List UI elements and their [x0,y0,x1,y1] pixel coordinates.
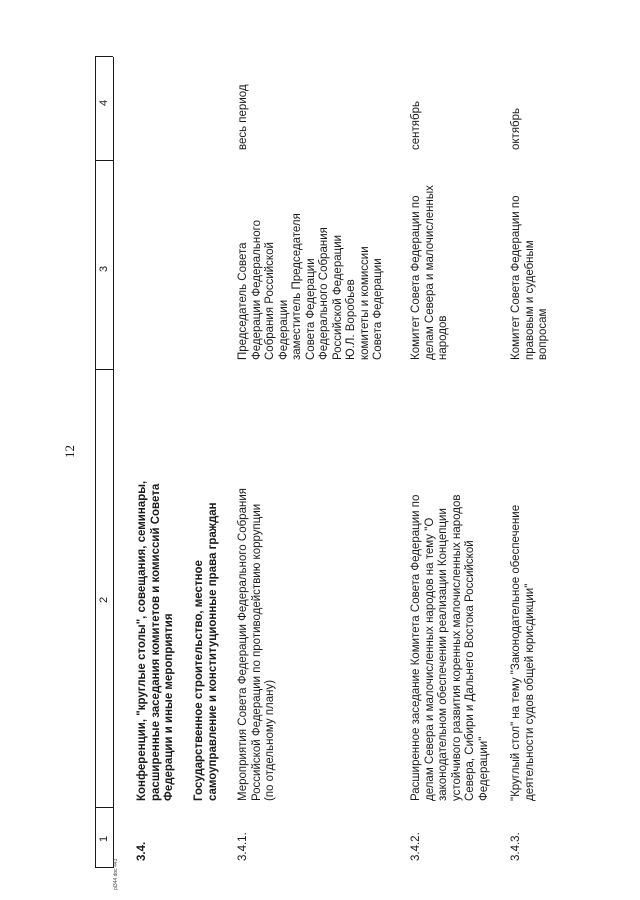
page-number: 12 [62,445,77,458]
column-divider [95,867,113,868]
column-header-4: 4 [98,99,110,106]
table-header-bottom-line [113,57,114,868]
event-description: "Круглый стол" на тему "Законодательное обеспечение деятельности судов общей юрисдикции" [510,504,536,801]
event-description: Мероприятия Совета Федерации Федерального Собрания Российской Федерации по противодействию коррупции (по отдельному плану) [237,488,276,801]
row-number: 3.4.3. [510,832,522,861]
event-description: Расширенное заседание Комитета Совета Федерации по делам Севера и малочисленных народов на тему "О законодательном обеспечении реализации Концепции устойчивого развития коренных малочисленных народов Севера, Сибири и Дальнего Востока Российской Федерации" [410,494,490,801]
section-title: Конференции, "круглые столы", совещания, семинары, расширенные заседания комитетов и комиссий Совета Федерации и иные мероприятия [136,480,175,801]
period: весь период [237,84,249,150]
row-number: 3.4.1. [237,832,249,861]
column-header-3: 3 [98,265,110,272]
table-header-top-line [95,57,96,868]
row-number: 3.4.2. [410,832,422,861]
row-number: 3.4. [136,841,148,861]
column-divider [95,369,113,370]
section-subtitle: Государственное строительство, местное самоуправление и конституционные права граждан [193,502,219,801]
column-header-1: 1 [98,835,110,842]
period: октябрь [510,107,522,150]
responsible-party: Председатель Совета Федерации Федерального Собрания Российской Федерации заместитель Председателя Совета Федерации Федерального Собрания Российской Федерации Ю.Л. Воробьев комитеты и комиссии Совета Федерации [237,213,384,360]
footer-file-code: pl344.doc 443 [113,858,119,890]
column-divider [95,807,113,808]
responsible-party: Комитет Совета Федерации по правовым и судебным вопросам [510,195,549,360]
column-header-2: 2 [98,596,110,603]
period: сентябрь [410,101,422,150]
responsible-party: Комитет Совета Федерации по делам Севера и малочисленных народов [410,185,449,360]
column-divider [95,56,113,57]
column-divider [95,160,113,161]
